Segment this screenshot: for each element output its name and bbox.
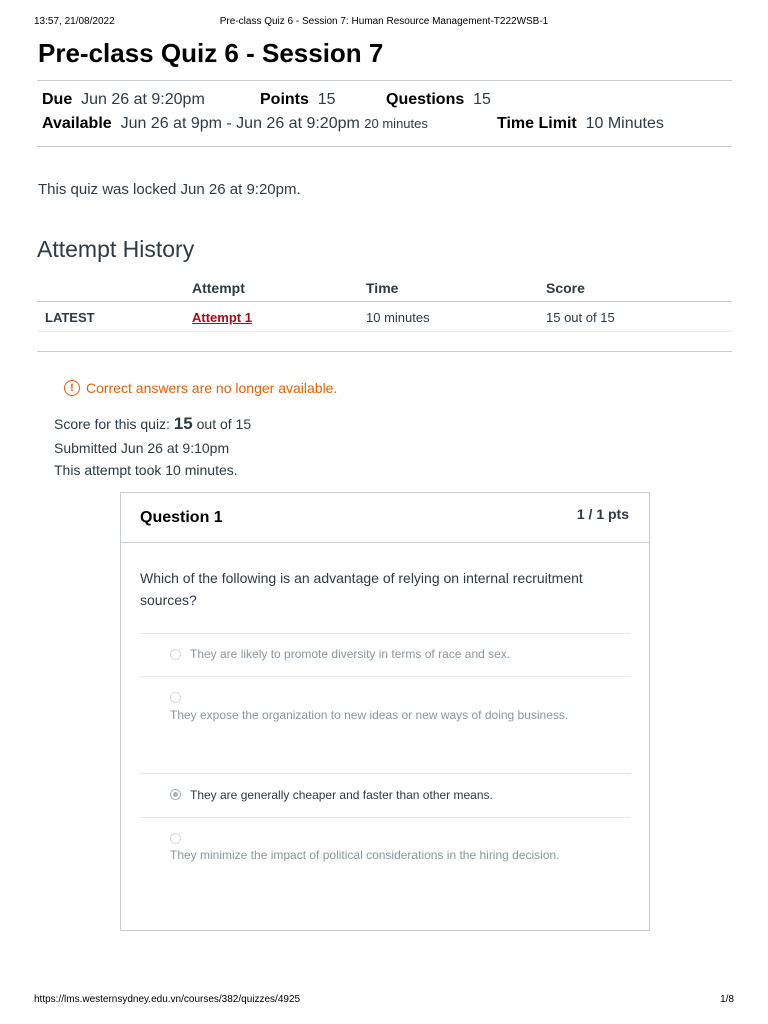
- radio-button: [170, 692, 181, 703]
- points-field: [260, 91, 336, 109]
- answer-divider: [140, 817, 631, 818]
- question-header: [121, 493, 649, 543]
- answer-text: They are likely to promote diversity in terms of race and sex.: [190, 647, 511, 661]
- questions-value: 15: [473, 91, 491, 108]
- time-limit-label: Time Limit: [497, 115, 577, 132]
- row-score: 15 out of 15: [546, 310, 615, 325]
- print-timestamp: 13:57, 21/08/2022: [34, 16, 115, 27]
- notice-text: Correct answers are no longer available.: [86, 380, 338, 396]
- available-value: Jun 26 at 9pm - Jun 26 at 9:20pm: [120, 115, 360, 132]
- questions-label: Questions: [386, 91, 465, 108]
- answer-divider: [140, 633, 631, 634]
- question-text: Which of the following is an advantage of relying on internal recruitment sources?: [140, 570, 583, 608]
- radio-button: [170, 649, 181, 660]
- attempt-history-title: Attempt History: [37, 236, 195, 262]
- questions-field: [386, 91, 491, 109]
- score-suffix: out of 15: [196, 416, 252, 432]
- print-page-title: Pre-class Quiz 6 - Session 7: Human Resource Management-T222WSB-1: [219, 16, 549, 27]
- row-latest-label: LATEST: [45, 310, 95, 325]
- question-card: [120, 492, 650, 931]
- question-points: 1 / 1 pts: [576, 506, 629, 522]
- points-label: Points: [260, 91, 309, 108]
- column-header-time: Time: [366, 280, 399, 296]
- available-duration: 20 minutes: [364, 116, 428, 131]
- answer-text: They are generally cheaper and faster than other means.: [190, 788, 493, 802]
- page-url: https://lms.westernsydney.edu.vn/courses/382/quizzes/4925: [34, 994, 301, 1005]
- locked-message: This quiz was locked Jun 26 at 9:20pm.: [38, 181, 301, 198]
- time-limit-value: 10 Minutes: [585, 115, 664, 132]
- radio-button: [170, 833, 181, 844]
- score-summary: [54, 414, 251, 434]
- row-time: 10 minutes: [366, 310, 430, 325]
- due-value: Jun 26 at 9:20pm: [81, 91, 205, 108]
- submitted-text: Submitted Jun 26 at 9:10pm: [54, 440, 230, 456]
- radio-button-selected: [170, 789, 181, 800]
- answer-divider: [140, 676, 631, 677]
- answers-unavailable-notice: [64, 380, 337, 396]
- exclamation-icon: !: [64, 380, 80, 396]
- score-value: 15: [173, 414, 193, 433]
- table-row-divider: [37, 331, 732, 332]
- due-field: [42, 91, 205, 109]
- section-divider: [37, 351, 732, 352]
- score-prefix: Score for this quiz:: [54, 416, 170, 432]
- attempt-1-link[interactable]: Attempt 1: [192, 310, 252, 325]
- column-header-attempt: Attempt: [192, 280, 245, 296]
- details-divider: [37, 146, 732, 147]
- page-title: Pre-class Quiz 6 - Session 7: [38, 38, 384, 68]
- column-header-score: Score: [546, 280, 585, 296]
- available-field: [42, 115, 428, 133]
- time-limit-field: [497, 115, 664, 133]
- answer-text: They expose the organization to new ideas or new ways of doing business.: [170, 708, 569, 722]
- attempt-duration-text: This attempt took 10 minutes.: [54, 462, 238, 478]
- table-header-divider: [37, 301, 732, 302]
- answer-divider: [140, 773, 631, 774]
- points-value: 15: [317, 91, 336, 108]
- title-divider: [37, 80, 732, 81]
- due-label: Due: [42, 91, 73, 108]
- page-number: 1/8: [720, 994, 734, 1005]
- available-label: Available: [42, 115, 112, 132]
- answer-text: They minimize the impact of political considerations in the hiring decision.: [170, 848, 560, 862]
- question-title: Question 1: [140, 509, 223, 526]
